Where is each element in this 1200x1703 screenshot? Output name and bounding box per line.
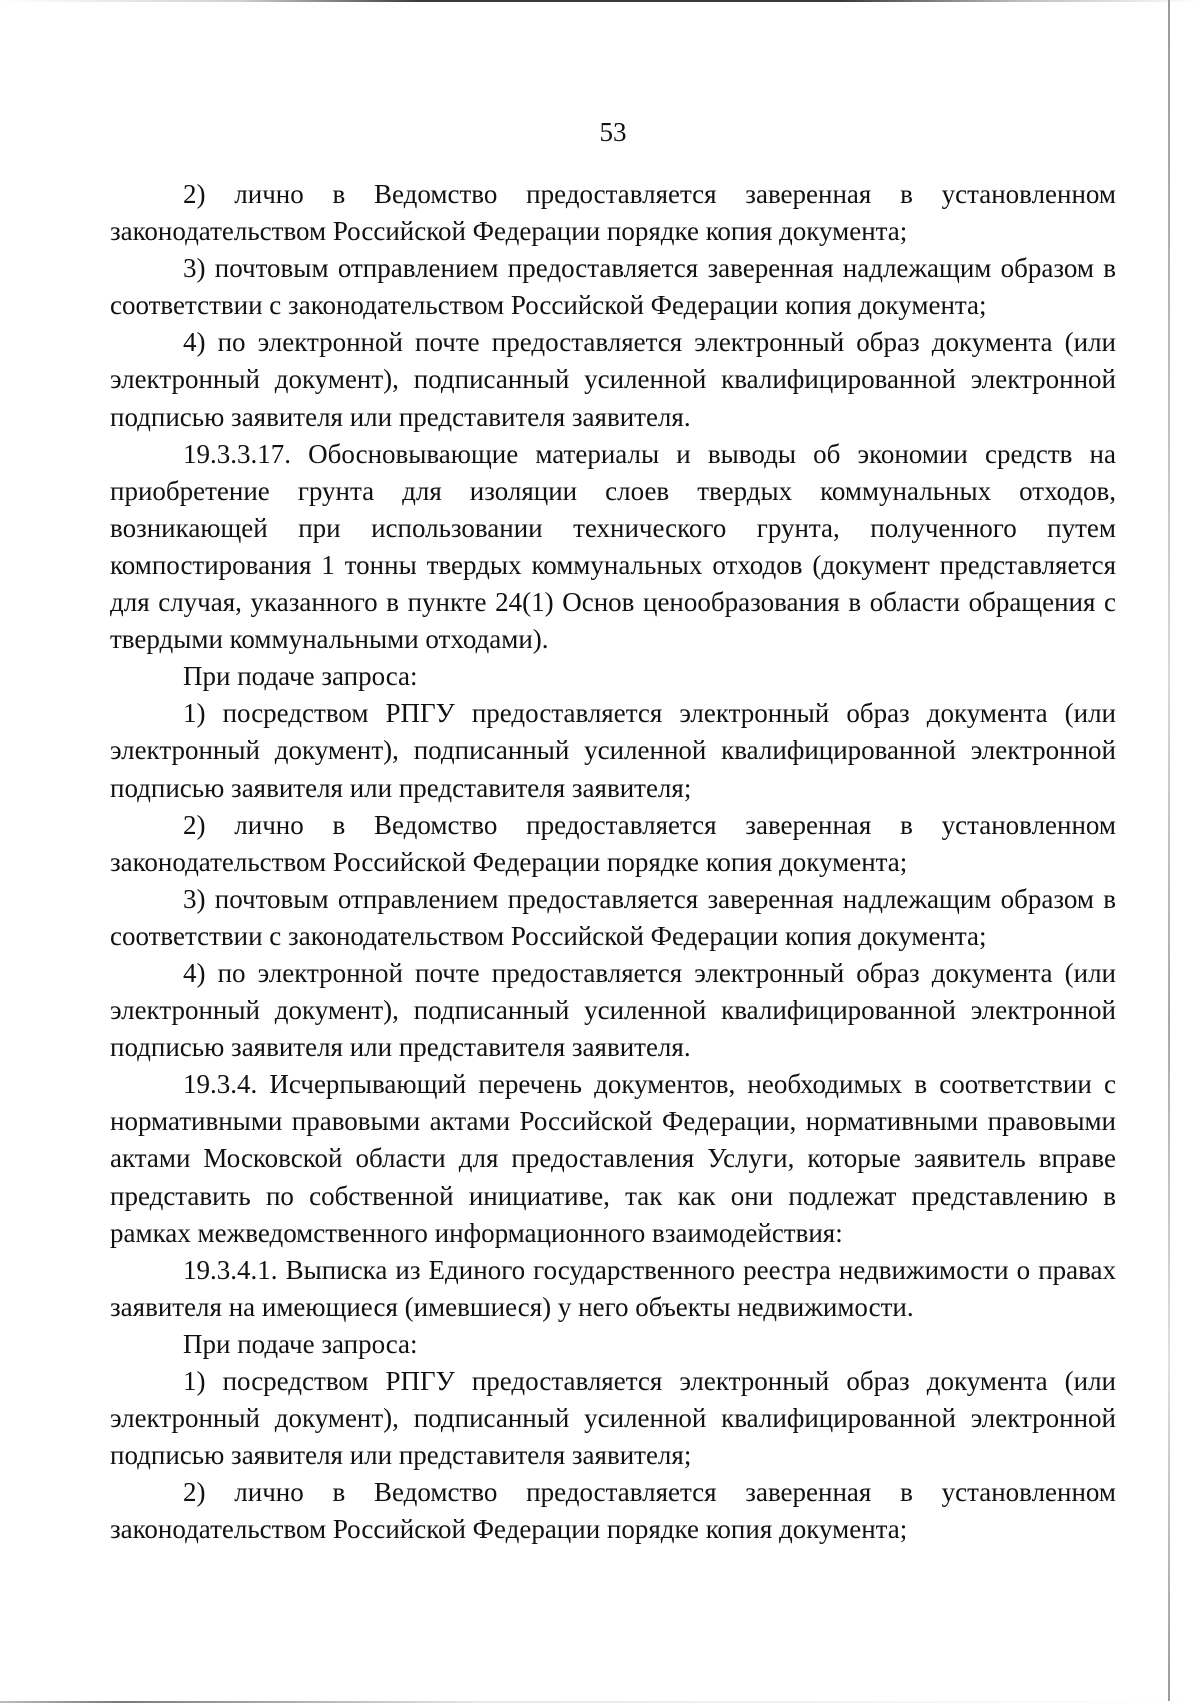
- paragraph-submission-by-email: 4) по электронной почте предоставляется электронный образ документа (или электронный документ), подписанный усиленной квалифицированной электронной подписью заявителя или представителя заявителя.: [110, 957, 1116, 1063]
- paragraph-submission-in-person: 2) лично в Ведомство предоставляется заверенная в установленном законодательством Российской Федерации порядке копия документа;: [110, 809, 1116, 877]
- paragraph-clause-19-3-3-17: 19.3.3.17. Обосновывающие материалы и выводы об экономии средств на приобретение грунта для изоляции слоев твердых коммунальных отходов, возникающей при использовании технического грунта, полученного путем компостирования 1 тонны твердых коммунальных отходов (документ представляется для случая, указанного в пункте 24(1) Основ ценообразования в области обращения с твердыми коммунальными отходами).: [110, 438, 1116, 655]
- paragraph-submission-via-rpgu: 1) посредством РПГУ предоставляется электронный образ документа (или электронный документ), подписанный усиленной квалифицированной электронной подписью заявителя или представителя заявителя;: [110, 1366, 1116, 1471]
- paragraph-submission-by-post: 3) почтовым отправлением предоставляется заверенная надлежащим образом в соответствии с законодательством Российской Федерации копия документа;: [110, 253, 1116, 321]
- paragraph-submission-by-post: 3) почтовым отправлением предоставляется заверенная надлежащим образом в соответствии с законодательством Российской Федерации копия документа;: [110, 883, 1116, 951]
- scan-top-edge: [0, 0, 1200, 2]
- paragraph-submission-in-person: 2) лично в Ведомство предоставляется заверенная в установленном законодательством Российской Федерации порядке копия документа;: [110, 1477, 1116, 1545]
- paragraph-submission-by-email: 4) по электронной почте предоставляется электронный образ документа (или электронный документ), подписанный усиленной квалифицированной электронной подписью заявителя или представителя заявителя.: [110, 327, 1116, 432]
- paragraph-submission-in-person: 2) лично в Ведомство предоставляется заверенная в установленном законодательством Российской Федерации порядке копия документа;: [110, 179, 1116, 247]
- paragraph-request-heading: При подаче запроса:: [183, 661, 418, 692]
- paragraph-submission-via-rpgu: 1) посредством РПГУ предоставляется электронный образ документа (или электронный документ), подписанный усиленной квалифицированной электронной подписью заявителя или представителя заявителя;: [110, 698, 1116, 803]
- paragraph-request-heading: При подаче запроса:: [183, 1328, 418, 1359]
- page-number: 53: [599, 117, 627, 147]
- paragraph-clause-19-3-4: 19.3.4. Исчерпывающий перечень документов, необходимых в соответствии с нормативными правовыми актами Российской Федерации, нормативными правовыми актами Московской области для предоставления Услуги, которые заявитель вправе представить по собственной инициативе, так как они подлежат представлению в рамках межведомственного информационного взаимодействия:: [110, 1069, 1116, 1248]
- paragraph-clause-19-3-4-1: 19.3.4.1. Выписка из Единого государственного реестра недвижимости о правах заявителя на имеющиеся (имевшиеся) у него объекты недвижимости.: [110, 1254, 1116, 1322]
- scan-right-edge: [1168, 0, 1170, 1703]
- document-body: [110, 176, 1116, 1548]
